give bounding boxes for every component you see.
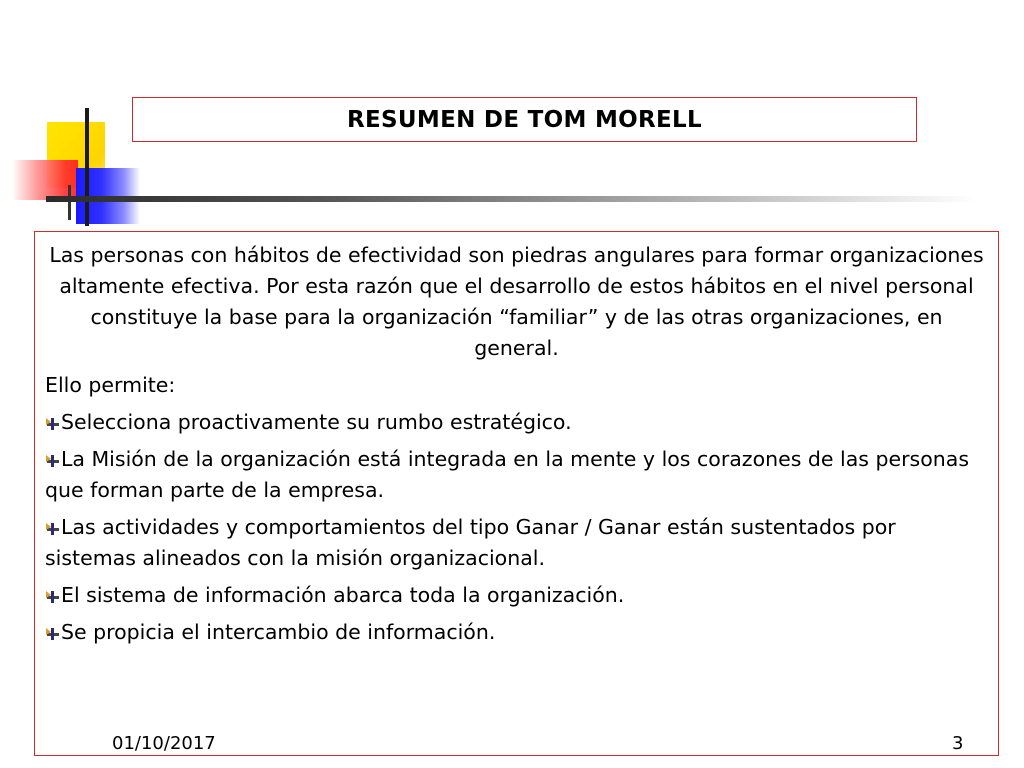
arrow-bullet-icon xyxy=(45,416,59,430)
intro-paragraph: Las personas con hábitos de efectividad son piedras angulares para formar organizaciones altamente efectiva. Por esta razón que el desarrollo de estos hábitos en el nivel personal constituye la base para la organización “familiar” y de las otras organizaciones, en general. xyxy=(49,243,984,360)
decorative-vertical-line-short xyxy=(68,185,71,220)
arrow-bullet-icon xyxy=(45,521,59,535)
list-item xyxy=(45,407,988,438)
bullet-text: Selecciona proactivamente su rumbo estratégico. xyxy=(61,410,572,434)
arrow-bullet-icon xyxy=(45,453,59,467)
slide-title: RESUMEN DE TOM MORELL xyxy=(347,106,702,133)
list-item xyxy=(45,580,988,611)
decorative-horizontal-line xyxy=(46,196,976,202)
bullet-text: La Misión de la organización está integrada en la mente y los corazones de las personas que forman parte de la empresa. xyxy=(45,447,970,502)
bullet-text: Las actividades y comportamientos del tipo Ganar / Ganar están sustentados por sistemas alineados con la misión organizacional. xyxy=(45,515,896,570)
list-item xyxy=(45,444,988,506)
decorative-vertical-line xyxy=(85,108,89,226)
list-item xyxy=(45,512,988,574)
lead-text: Ello permite: xyxy=(45,373,176,397)
content-box xyxy=(34,231,999,756)
page-number: 3 xyxy=(952,733,964,754)
bullet-text: Se propicia el intercambio de información. xyxy=(61,620,496,644)
footer-date: 01/10/2017 xyxy=(112,733,216,754)
title-box xyxy=(132,97,917,142)
bullet-text: El sistema de información abarca toda la organización. xyxy=(61,583,625,607)
list-item xyxy=(45,617,988,648)
arrow-bullet-icon xyxy=(45,626,59,640)
arrow-bullet-icon xyxy=(45,589,59,603)
